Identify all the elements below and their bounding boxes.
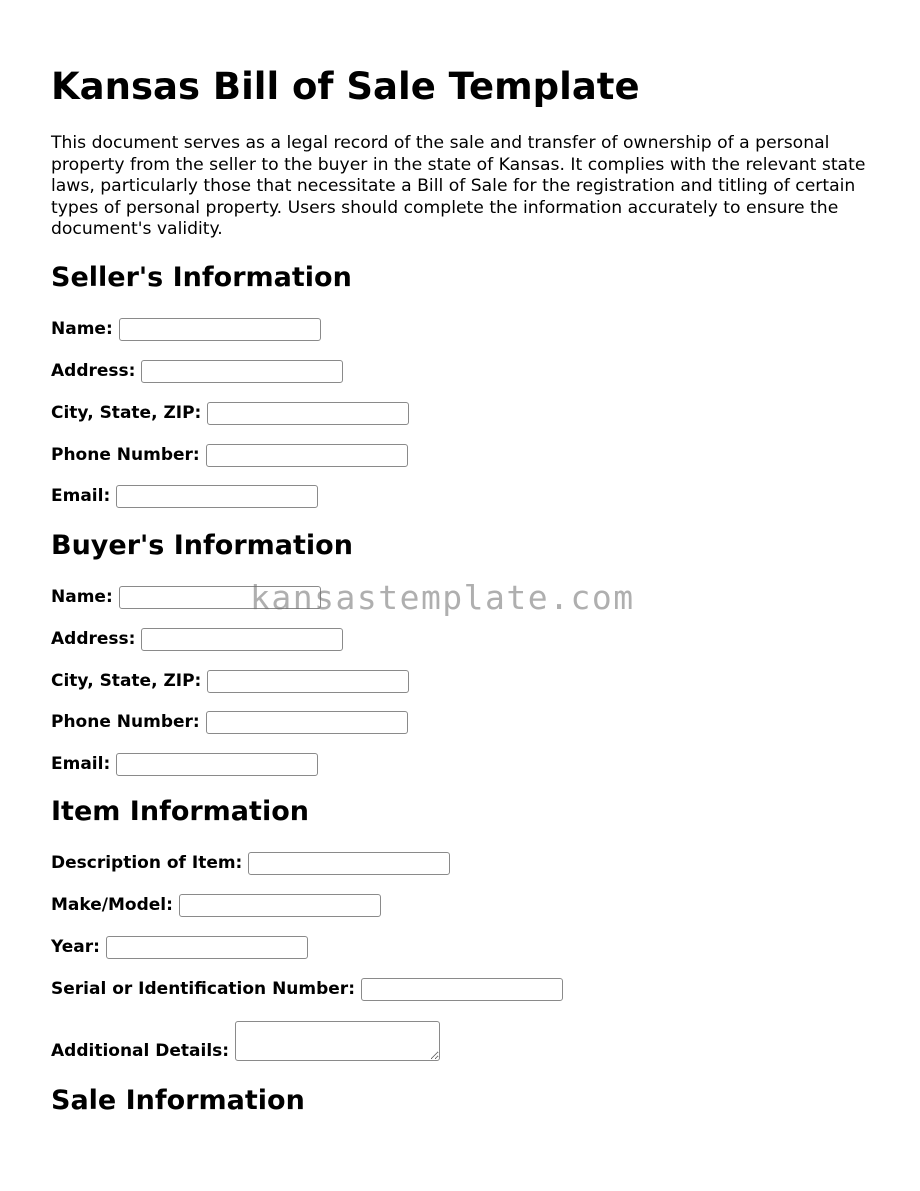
item-serial-input[interactable] [361, 978, 563, 1001]
buyer-name-row [51, 585, 321, 609]
buyer-address-label: Address: [51, 629, 136, 649]
buyer-address-input[interactable] [141, 628, 343, 651]
seller-phone-row [51, 443, 408, 467]
buyer-section-heading: Buyer's Information [51, 530, 353, 561]
seller-email-row [51, 484, 318, 508]
seller-email-label: Email: [51, 486, 111, 506]
item-additional-row [51, 1019, 440, 1061]
buyer-city-state-zip-input[interactable] [207, 670, 409, 693]
item-make-model-row [51, 893, 381, 917]
seller-section-heading: Seller's Information [51, 262, 352, 293]
item-make-model-input[interactable] [179, 894, 381, 917]
buyer-phone-input[interactable] [206, 711, 408, 734]
seller-city-state-zip-row [51, 401, 409, 425]
seller-city-state-zip-input[interactable] [207, 402, 409, 425]
seller-phone-input[interactable] [206, 444, 408, 467]
seller-address-label: Address: [51, 361, 136, 381]
intro-paragraph: This document serves as a legal record of the sale and transfer of ownership of a personal property from the seller to the buyer in the state of Kansas. It complies with the relevant state laws, particularly those that necessitate a Bill of Sale for the registration and titling of certain types of personal property. Users should complete the information accurately to ensure the document's validity. [51, 133, 866, 239]
buyer-phone-row [51, 710, 408, 734]
seller-city-state-zip-label: City, State, ZIP: [51, 403, 202, 423]
page-title: Kansas Bill of Sale Template [51, 65, 640, 108]
item-serial-row [51, 977, 563, 1001]
item-section-heading: Item Information [51, 796, 309, 827]
watermark-text: kansastemplate.com [250, 578, 635, 617]
buyer-city-state-zip-row [51, 669, 409, 693]
seller-address-input[interactable] [141, 360, 343, 383]
buyer-city-state-zip-label: City, State, ZIP: [51, 671, 202, 691]
item-description-row [51, 851, 450, 875]
buyer-email-label: Email: [51, 754, 111, 774]
item-year-input[interactable] [106, 936, 308, 959]
seller-email-input[interactable] [116, 485, 318, 508]
buyer-name-input[interactable] [119, 586, 321, 609]
sale-section-heading: Sale Information [51, 1085, 305, 1116]
item-year-row [51, 935, 308, 959]
item-description-label: Description of Item: [51, 853, 243, 873]
item-make-model-label: Make/Model: [51, 895, 173, 915]
buyer-address-row [51, 627, 343, 651]
item-serial-label: Serial or Identification Number: [51, 979, 355, 999]
item-additional-label: Additional Details: [51, 1041, 230, 1061]
buyer-name-label: Name: [51, 587, 113, 607]
buyer-phone-label: Phone Number: [51, 712, 200, 732]
item-description-input[interactable] [248, 852, 450, 875]
buyer-email-row [51, 752, 318, 776]
seller-phone-label: Phone Number: [51, 445, 200, 465]
item-additional-textarea[interactable] [235, 1021, 440, 1061]
buyer-email-input[interactable] [116, 753, 318, 776]
seller-name-row [51, 317, 321, 341]
item-year-label: Year: [51, 937, 100, 957]
seller-address-row [51, 359, 343, 383]
seller-name-input[interactable] [119, 318, 321, 341]
seller-name-label: Name: [51, 319, 113, 339]
